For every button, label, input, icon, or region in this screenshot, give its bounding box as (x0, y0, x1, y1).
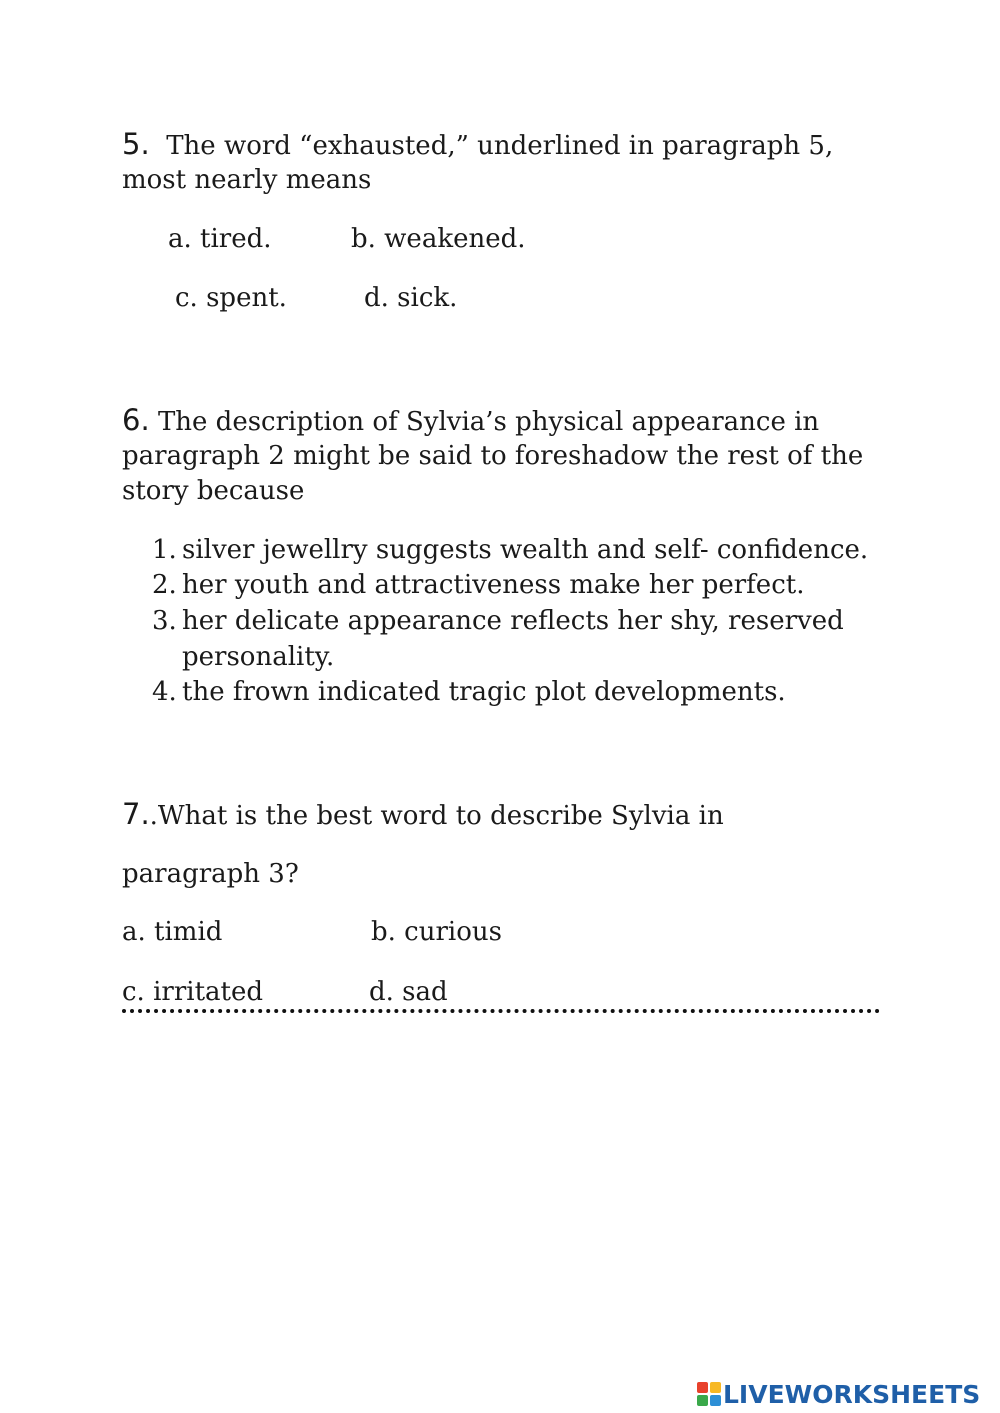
q6-item-1[interactable]: silver jewellry suggests wealth and self- confidence. (182, 535, 869, 565)
q6-item-3-continued[interactable]: personality. (182, 642, 335, 672)
q7-line1 (122, 796, 724, 834)
q6-text-line3: story because (122, 476, 305, 506)
q6-number: 6. (122, 403, 150, 437)
q5-line1 (122, 126, 833, 164)
logo-square-red (697, 1382, 708, 1393)
q7-option-c[interactable]: c. irritated (122, 977, 264, 1007)
brand-name: LIVEWORKSHEETS (723, 1379, 981, 1409)
q6-text-line1: The description of Sylvia’s physical appearance in (157, 407, 820, 437)
q6-line1 (122, 402, 819, 440)
q5-text-line2: most nearly means (122, 165, 372, 195)
q7-option-d[interactable]: d. sad (369, 977, 448, 1007)
q5-number: 5. (122, 127, 150, 161)
q6-item-4[interactable]: the frown indicated tragic plot developments. (182, 677, 786, 707)
logo-square-blue (710, 1395, 721, 1406)
liveworksheets-logo-icon (697, 1382, 721, 1406)
q7-text-line1: .What is the best word to describe Sylvia in (149, 801, 724, 831)
q7-text-line2: paragraph 3? (122, 859, 299, 889)
q5-option-c[interactable]: c. spent. (175, 283, 287, 313)
q7-option-b[interactable]: b. curious (371, 917, 502, 947)
q6-item-3[interactable]: her delicate appearance reflects her shy, reserved (182, 606, 844, 636)
q6-text-line2: paragraph 2 might be said to foreshadow the rest of the (122, 441, 864, 471)
q7-option-a[interactable]: a. timid (122, 917, 223, 947)
answer-divider-dotted (122, 1009, 880, 1013)
q6-item-marker: 4. (152, 677, 177, 707)
q5-text-line1: The word “exhausted,” underlined in paragraph 5, (166, 131, 834, 161)
logo-square-yellow (710, 1382, 721, 1393)
liveworksheets-brand (697, 1378, 980, 1410)
q6-item-marker: 3. (152, 606, 177, 636)
q6-item-marker: 1. (152, 535, 177, 565)
q6-item-marker: 2. (152, 570, 177, 600)
logo-square-green (697, 1395, 708, 1406)
q5-option-d[interactable]: d. sick. (364, 283, 458, 313)
q6-item-2[interactable]: her youth and attractiveness make her perfect. (182, 570, 805, 600)
q5-option-b[interactable]: b. weakened. (351, 224, 526, 254)
q5-option-a[interactable]: a. tired. (168, 224, 272, 254)
q7-number: 7. (122, 797, 150, 831)
